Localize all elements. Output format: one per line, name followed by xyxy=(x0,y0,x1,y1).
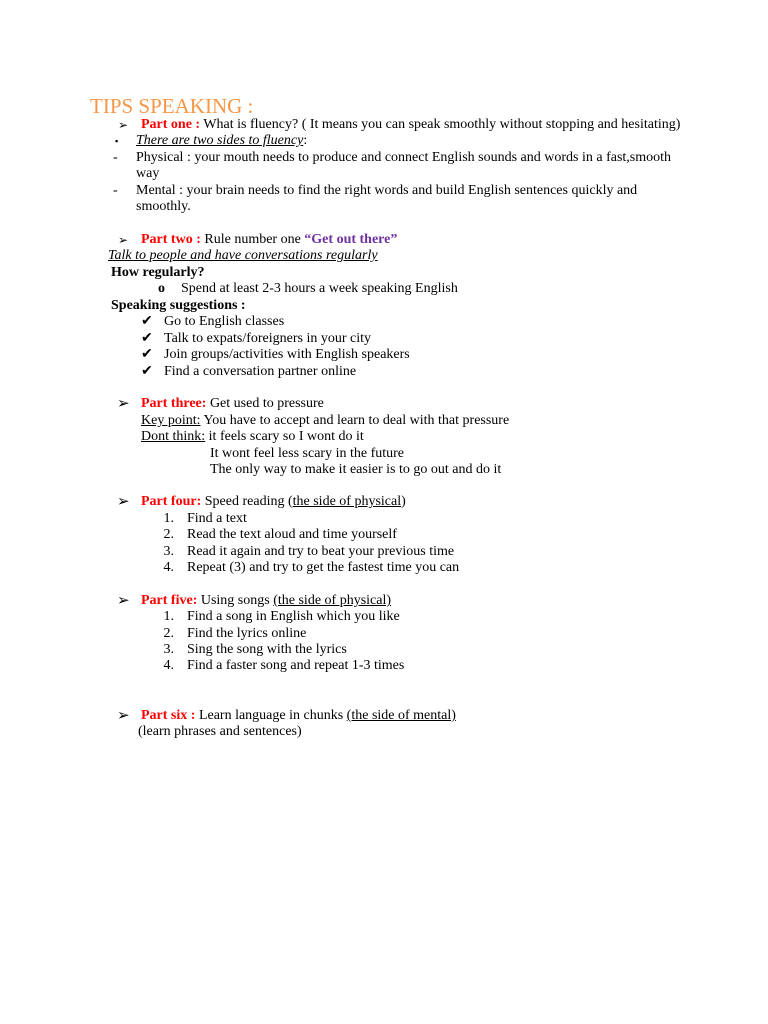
arrow-bullet-icon: ➢ xyxy=(117,593,130,609)
key-point-line xyxy=(141,413,509,429)
part-four-label: Part four: xyxy=(141,494,202,509)
square-bullet-icon: ▪ xyxy=(115,136,119,146)
part-three-line xyxy=(141,396,324,412)
dont-think-line xyxy=(141,429,364,445)
part-five-line xyxy=(141,593,391,609)
list-item: Repeat (3) and try to get the fastest time you can xyxy=(187,560,460,575)
regularly-item: Spend at least 2-3 hours a week speaking English xyxy=(181,281,458,296)
list-number: 3. xyxy=(163,642,174,657)
dash-bullet-icon: - xyxy=(113,150,118,165)
part-six-label: Part six : xyxy=(141,708,196,723)
part-two-text: Rule number one xyxy=(200,232,305,247)
part-six-note: (the side of mental) xyxy=(346,708,456,723)
part-three-line-2: It wont feel less scary in the future xyxy=(210,446,404,461)
list-item: Find a song in English which you like xyxy=(187,609,400,624)
part-four-note: the side of physical xyxy=(292,494,402,509)
part-three-line-3: The only way to make it easier is to go out and do it xyxy=(210,462,502,477)
check-icon: ✔ xyxy=(141,331,153,346)
fluency-sides-heading: There are two sides to fluency xyxy=(136,133,304,148)
part-four-close: ) xyxy=(401,494,406,509)
speaking-suggestions-heading: Speaking suggestions : xyxy=(111,298,246,313)
part-two-label: Part two : xyxy=(141,232,201,247)
list-number: 2. xyxy=(163,527,174,542)
part-one-text: What is fluency? ( It means you can speak smoothly without stopping and hesitating) xyxy=(200,117,681,132)
part-two-rule: “Get out there” xyxy=(304,232,398,247)
part-five-text: Using songs xyxy=(197,593,274,608)
list-number: 2. xyxy=(163,626,174,641)
how-regularly-heading: How regularly? xyxy=(111,265,205,280)
list-number: 3. xyxy=(163,544,174,559)
part-five-label: Part five: xyxy=(141,593,198,608)
fluency-sides-line xyxy=(136,133,307,149)
part-one-line xyxy=(141,117,680,133)
list-item: Find a faster song and repeat 1-3 times xyxy=(187,658,405,673)
arrow-bullet-icon: ➢ xyxy=(117,396,130,412)
suggestion-item: Talk to expats/foreigners in your city xyxy=(164,331,372,346)
list-item: Sing the song with the lyrics xyxy=(187,642,347,657)
check-icon: ✔ xyxy=(141,347,153,362)
dont-think-label: Dont think: xyxy=(141,429,206,444)
check-icon: ✔ xyxy=(141,314,153,329)
part-four-line xyxy=(141,494,406,510)
part-six-line xyxy=(141,708,456,724)
arrow-bullet-icon: ➢ xyxy=(118,118,129,132)
check-icon: ✔ xyxy=(141,364,153,379)
arrow-bullet-icon: ➢ xyxy=(118,233,129,247)
arrow-bullet-icon: ➢ xyxy=(117,494,130,510)
list-number: 1. xyxy=(163,511,174,526)
part-six-text: Learn language in chunks xyxy=(195,708,347,723)
part-one-label: Part one : xyxy=(141,117,201,132)
physical-line-1: Physical : your mouth needs to produce and connect English sounds and words in a fast,smooth xyxy=(136,150,672,165)
part-two-subheading: Talk to people and have conversations regularly xyxy=(108,248,378,263)
suggestion-item: Join groups/activities with English speakers xyxy=(164,347,410,362)
list-number: 4. xyxy=(163,560,174,575)
part-four-text: Speed reading ( xyxy=(201,494,293,509)
part-five-note: (the side of physical) xyxy=(273,593,392,608)
suggestion-item: Go to English classes xyxy=(164,314,285,329)
part-six-line-2: (learn phrases and sentences) xyxy=(138,724,302,739)
document-title: TIPS SPEAKING : xyxy=(90,94,254,118)
mental-line-2: smoothly. xyxy=(136,199,191,214)
mental-line-1: Mental : your brain needs to find the right words and build English sentences quickly and xyxy=(136,183,638,198)
list-number: 1. xyxy=(163,609,174,624)
dash-bullet-icon: - xyxy=(113,183,118,198)
part-three-text: Get used to pressure xyxy=(206,396,324,411)
arrow-bullet-icon: ➢ xyxy=(117,708,130,724)
list-number: 4. xyxy=(163,658,174,673)
key-point-text: You have to accept and learn to deal with that pressure xyxy=(200,413,510,428)
physical-line-2: way xyxy=(136,166,160,181)
dont-think-text: it feels scary so I wont do it xyxy=(205,429,364,444)
part-three-label: Part three: xyxy=(141,396,207,411)
suggestion-item: Find a conversation partner online xyxy=(164,364,357,379)
fluency-sides-colon: : xyxy=(303,133,308,148)
key-point-label: Key point: xyxy=(141,413,201,428)
list-item: Read it again and try to beat your previous time xyxy=(187,544,455,559)
list-item: Find the lyrics online xyxy=(187,626,307,641)
list-item: Find a text xyxy=(187,511,247,526)
part-two-line xyxy=(141,232,397,248)
list-item: Read the text aloud and time yourself xyxy=(187,527,397,542)
circle-bullet-icon: o xyxy=(158,281,165,296)
